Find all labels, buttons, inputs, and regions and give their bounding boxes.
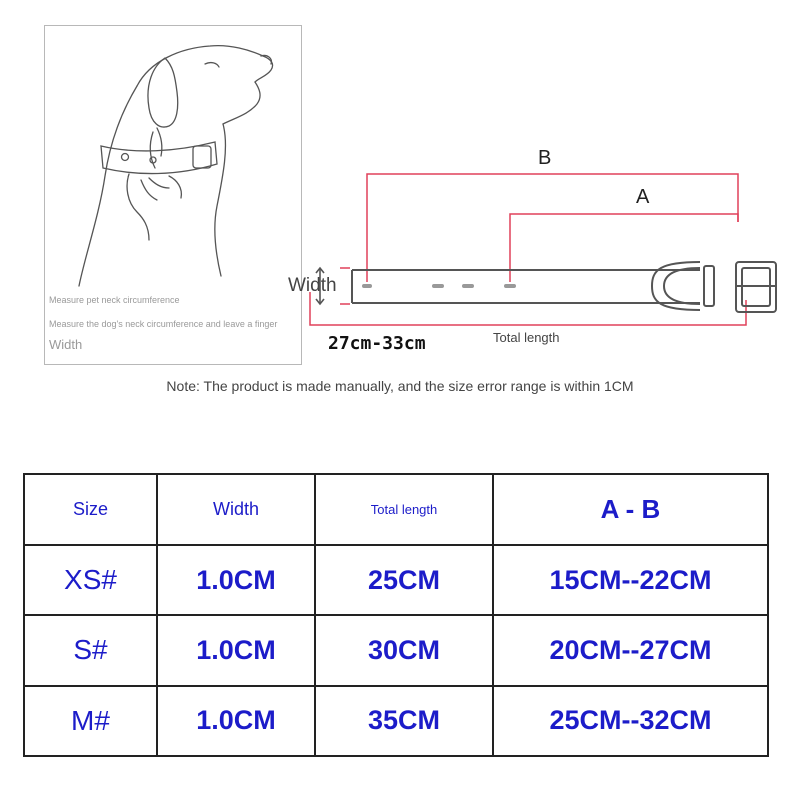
caption-leave-finger: Measure the dog's neck circumference and leave a finger — [49, 319, 278, 329]
total-length-cell: 25CM — [315, 545, 493, 615]
manual-size-note: Note: The product is made manually, and the size error range is within 1CM — [166, 378, 634, 394]
collar-measurement-diagram — [0, 0, 800, 380]
header-total-length: Total length — [315, 474, 493, 545]
collar-diagram-graphic — [0, 0, 800, 380]
table-header-row — [24, 474, 768, 545]
table-row — [24, 615, 768, 685]
size-cell: XS# — [24, 545, 157, 615]
header-size: Size — [24, 474, 157, 545]
width-cell: 1.0CM — [157, 686, 315, 756]
label-b: B — [538, 147, 552, 169]
label-a: A — [636, 186, 650, 208]
total-length-cell: 30CM — [315, 615, 493, 685]
length-range: 27cm-33cm — [328, 333, 426, 354]
caption-measure-neck: Measure pet neck circumference — [49, 295, 180, 305]
header-width: Width — [157, 474, 315, 545]
width-cell: 1.0CM — [157, 545, 315, 615]
table-row — [24, 686, 768, 756]
size-cell: S# — [24, 615, 157, 685]
table-row — [24, 545, 768, 615]
header-a-b: A - B — [493, 474, 768, 545]
collar-strap — [352, 262, 776, 312]
width-cell: 1.0CM — [157, 615, 315, 685]
a-b-range-cell: 25CM--32CM — [493, 686, 768, 756]
collar-holes — [362, 284, 516, 288]
label-width: Width — [288, 275, 337, 296]
a-b-range-cell: 15CM--22CM — [493, 545, 768, 615]
a-b-range-cell: 20CM--27CM — [493, 615, 768, 685]
caption-width: Width — [49, 337, 83, 352]
total-length-cell: 35CM — [315, 686, 493, 756]
size-cell: M# — [24, 686, 157, 756]
size-chart-table — [23, 473, 769, 757]
label-total-length: Total length — [493, 330, 560, 345]
b-guide-line — [367, 174, 738, 282]
